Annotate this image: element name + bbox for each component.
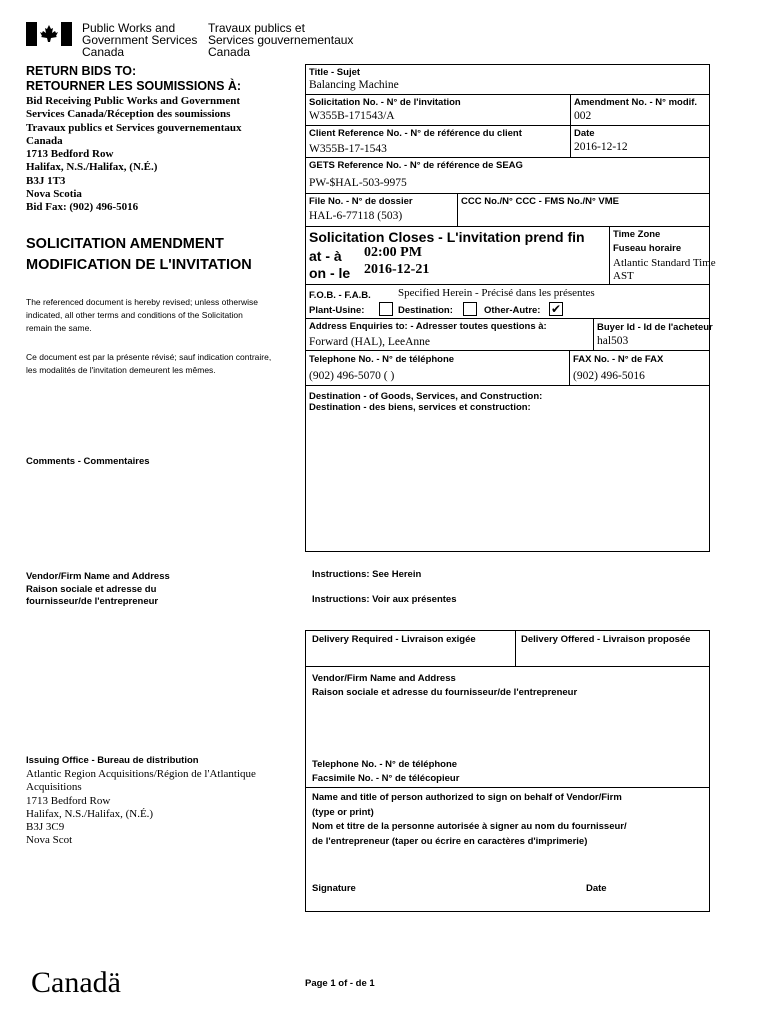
canada-flag-icon xyxy=(26,22,72,46)
telephone-value: (902) 496-5070 ( ) xyxy=(309,370,395,382)
closes-time-value: 02:00 PM xyxy=(364,245,422,260)
other-autre-label: Other-Autre: xyxy=(484,305,541,316)
fax-value: (902) 496-5016 xyxy=(573,370,645,382)
vendor-firm-label: Vendor/Firm Name and Address Raison sociale et adresse du fournisseur/de l'entrepreneur xyxy=(312,673,578,698)
file-no-label: File No. - N° de dossier xyxy=(309,196,413,207)
issuing-office-label: Issuing Office - Bureau de distribution xyxy=(26,755,199,766)
client-reference-value: W355B-17-1543 xyxy=(309,143,387,155)
gets-reference-value: PW-$HAL-503-9975 xyxy=(309,177,407,189)
other-autre-checkbox[interactable]: ✔ xyxy=(550,302,562,316)
date-label: Date xyxy=(574,128,595,139)
amendment-title-fr: MODIFICATION DE L'INVITATION xyxy=(26,257,252,273)
delivery-required-label: Delivery Required - Livraison exigée xyxy=(312,634,476,645)
solicitation-no-label: Solicitation No. - N° de l'invitation xyxy=(309,97,461,108)
amendment-title-en: SOLICITATION AMENDMENT xyxy=(26,236,224,252)
title-value: Balancing Machine xyxy=(309,79,399,91)
authorized-person-label: Name and title of person authorized to sign on behalf of Vendor/Firm (type or print) Nom et titre de la personne autorisée à signer au nom du fournisseur/ de l'entrepreneur (taper ou écrire en caractères d'imprimerie) xyxy=(312,792,627,847)
amendment-text-en: The referenced document is hereby revised; unless otherwise indicated, all other terms and conditions of the Solicitation remain the same. xyxy=(26,297,258,333)
address-enquiries-value: Forward (HAL), LeeAnne xyxy=(309,336,431,348)
address-enquiries-label: Address Enquiries to: - Adresser toutes questions à: xyxy=(309,321,547,332)
fob-label: F.O.B. - F.A.B. xyxy=(309,290,371,301)
destination-label: Destination: xyxy=(398,305,453,316)
date-value: 2016-12-12 xyxy=(574,141,628,153)
closes-date-value: 2016-12-21 xyxy=(364,262,430,277)
return-bids-title-fr: RETOURNER LES SOUMISSIONS À: xyxy=(26,79,242,93)
signature-date-label: Date xyxy=(586,883,607,894)
buyer-id-value: hal503 xyxy=(597,335,629,347)
comments-label: Comments - Commentaires xyxy=(26,456,150,467)
amendment-text-fr: Ce document est par la présente révisé; sauf indication contraire, les modalités de l'invitation demeurent les mêmes. xyxy=(26,352,272,375)
instructions-fr: Instructions: Voir aux présentes xyxy=(312,594,457,605)
closes-at-label: at - à xyxy=(309,248,342,264)
department-name-fr: Travaux publics et Services gouvernementaux Canada xyxy=(208,21,354,59)
instructions-en: Instructions: See Herein xyxy=(312,569,422,580)
plant-usine-label: Plant-Usine: xyxy=(309,305,365,316)
time-zone-label-fr: Fuseau horaire xyxy=(613,243,682,254)
return-bids-address: Bid Receiving Public Works and Government Services Canada/Réception des soumissions Travaux publics et Services gouvernementaux Canada 1713 Bedford Row Halifax, N.S./Halifax, (N.É.) B3J 1T3 Nova Scotia Bid Fax: (902) 496-5016 xyxy=(26,95,242,214)
issuing-office-address: Atlantic Region Acquisitions/Région de l'Atlantique Acquisitions 1713 Bedford Row Halifax, N.S./Halifax, (N.É.) B3J 3C9 Nova Scot xyxy=(26,768,256,847)
signature-label: Signature xyxy=(312,883,356,894)
department-name-en: Public Works and Government Services Canada xyxy=(82,21,198,59)
solicitation-closes-label: Solicitation Closes - L'invitation prend fin xyxy=(309,229,585,245)
vendor-facsimile-label: Facsimile No. - N° de télécopieur xyxy=(312,773,460,784)
vendor-name-address-label: Vendor/Firm Name and Address Raison sociale et adresse du fournisseur/de l'entrepreneur xyxy=(26,571,170,607)
time-zone-abbrev: AST xyxy=(613,270,634,282)
delivery-offered-label: Delivery Offered - Livraison proposée xyxy=(521,634,691,645)
canada-wordmark: Canadä xyxy=(31,966,121,999)
fax-label: FAX No. - N° de FAX xyxy=(573,354,664,365)
fob-value: Specified Herein - Précisé dans les présentes xyxy=(398,287,595,299)
plant-usine-checkbox[interactable] xyxy=(379,302,393,316)
telephone-label: Telephone No. - N° de téléphone xyxy=(309,354,455,365)
file-no-value: HAL-6-77118 (503) xyxy=(309,210,403,222)
amendment-no-value: 002 xyxy=(574,110,592,122)
client-reference-label: Client Reference No. - N° de référence du client xyxy=(309,128,522,139)
buyer-id-label: Buyer Id - Id de l'acheteur xyxy=(597,322,713,333)
ccc-no-label: CCC No./N° CCC - FMS No./N° VME xyxy=(461,196,620,207)
return-bids-title-en: RETURN BIDS TO: xyxy=(26,64,137,78)
gets-reference-label: GETS Reference No. - N° de référence de SEAG xyxy=(309,160,523,171)
time-zone-label-en: Time Zone xyxy=(613,229,661,240)
time-zone-value: Atlantic Standard Time xyxy=(613,257,716,269)
closes-on-label: on - le xyxy=(309,265,351,281)
amendment-no-label: Amendment No. - N° modif. xyxy=(574,97,698,108)
page-number: Page 1 of - de 1 xyxy=(305,978,375,989)
vendor-telephone-label: Telephone No. - N° de téléphone xyxy=(312,759,458,770)
destination-goods-label: Destination - of Goods, Services, and Construction: Destination - des biens, services et construction: xyxy=(309,391,543,413)
solicitation-no-value: W355B-171543/A xyxy=(309,110,395,122)
destination-checkbox[interactable] xyxy=(463,302,477,316)
title-label: Title - Sujet xyxy=(309,67,361,78)
